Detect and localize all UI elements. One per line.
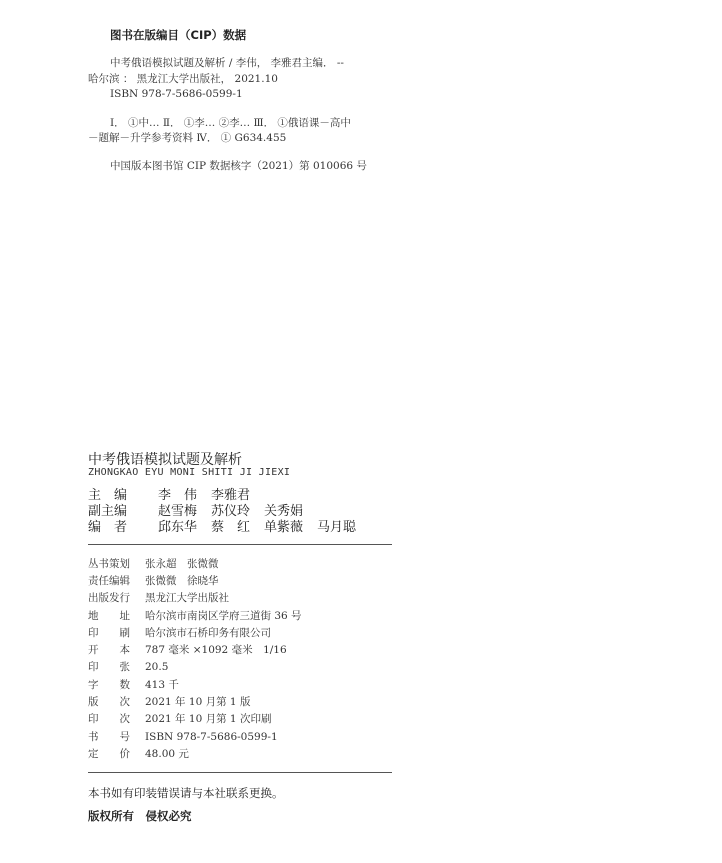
book-title: 中考俄语模拟试题及解析 xyxy=(88,452,242,468)
credit-row-compilers xyxy=(88,516,370,535)
info-label: 书 号 xyxy=(88,731,130,743)
divider-top xyxy=(88,544,392,545)
credit-name: 李雅君 xyxy=(211,488,251,503)
credit-name: 李 伟 xyxy=(158,488,198,503)
credit-name: 邱东华 xyxy=(158,520,198,535)
credit-role: 编 者 xyxy=(88,520,128,535)
divider-bottom xyxy=(88,772,392,773)
info-label: 字 数 xyxy=(88,679,130,691)
info-row-sheets xyxy=(88,659,168,674)
credit-name: 单紫薇 xyxy=(264,520,304,535)
info-value: 哈尔滨市南岗区学府三道街 36 号 xyxy=(145,610,302,622)
info-label: 印 刷 xyxy=(88,627,130,639)
credit-name: 赵雪梅 xyxy=(158,504,198,519)
info-value: 20.5 xyxy=(145,661,169,673)
info-value: 张微微 徐晓华 xyxy=(145,575,219,587)
info-row-responsible-editor xyxy=(88,573,219,588)
info-value: 787 毫米 ×1092 毫米 1/16 xyxy=(145,644,287,656)
info-row-isbn xyxy=(88,729,278,744)
info-row-printer xyxy=(88,625,271,640)
credit-name: 苏仪玲 xyxy=(211,504,251,519)
cip-line-classification: Ⅰ． ①中… Ⅱ． ①李… ②李… Ⅲ． ①俄语课－高中 xyxy=(110,117,351,129)
credit-name: 关秀娟 xyxy=(264,504,304,519)
info-label: 开 本 xyxy=(88,644,130,656)
copyright-notice: 版权所有 侵权必究 xyxy=(88,809,192,823)
info-value: 2021 年 10 月第 1 次印刷 xyxy=(145,713,272,725)
info-row-series-planner xyxy=(88,556,219,571)
info-row-word-count xyxy=(88,677,179,692)
info-value: 哈尔滨市石桥印务有限公司 xyxy=(145,627,271,639)
cip-line-title: 中考俄语模拟试题及解析 / 李伟， 李雅君主编． -- xyxy=(110,57,344,69)
info-row-publisher xyxy=(88,590,229,605)
credit-role: 主 编 xyxy=(88,488,128,503)
cip-heading: 图书在版编目（CIP）数据 xyxy=(110,28,247,42)
info-label: 定 价 xyxy=(88,748,130,760)
credit-role: 副主编 xyxy=(88,504,128,519)
cip-line-classification-cont: －题解－升学参考资料 Ⅳ． ① G634.455 xyxy=(88,132,287,144)
cip-line-isbn: ISBN 978-7-5686-0599-1 xyxy=(110,88,243,100)
info-value: ISBN 978-7-5686-0599-1 xyxy=(145,731,278,743)
info-value: 黑龙江大学出版社 xyxy=(145,592,229,604)
credit-name: 马月聪 xyxy=(317,520,357,535)
info-label: 丛书策划 xyxy=(88,558,130,570)
info-row-printing xyxy=(88,711,271,726)
info-value: 张永超 张微微 xyxy=(145,558,219,570)
info-value: 2021 年 10 月第 1 版 xyxy=(145,696,251,708)
info-row-address xyxy=(88,608,302,623)
info-row-format xyxy=(88,642,287,657)
info-label: 版 次 xyxy=(88,696,130,708)
info-label: 印 次 xyxy=(88,713,130,725)
info-row-price xyxy=(88,746,189,761)
cip-line-record-number: 中国版本图书馆 CIP 数据核字（2021）第 010066 号 xyxy=(110,160,367,172)
info-label: 印 张 xyxy=(88,661,130,673)
misprint-notice: 本书如有印装错误请与本社联系更换。 xyxy=(88,786,284,800)
info-value: 413 千 xyxy=(145,679,179,691)
info-label: 责任编辑 xyxy=(88,575,130,587)
info-label: 出版发行 xyxy=(88,592,130,604)
info-value: 48.00 元 xyxy=(145,748,189,760)
info-row-edition xyxy=(88,694,250,709)
info-label: 地 址 xyxy=(88,610,130,622)
cip-line-publisher: 哈尔滨 ： 黑龙江大学出版社， 2021.10 xyxy=(88,73,278,85)
credit-name: 蔡 红 xyxy=(211,520,251,535)
book-title-pinyin: ZHONGKAO EYU MONI SHITI JI JIEXI xyxy=(88,467,291,478)
